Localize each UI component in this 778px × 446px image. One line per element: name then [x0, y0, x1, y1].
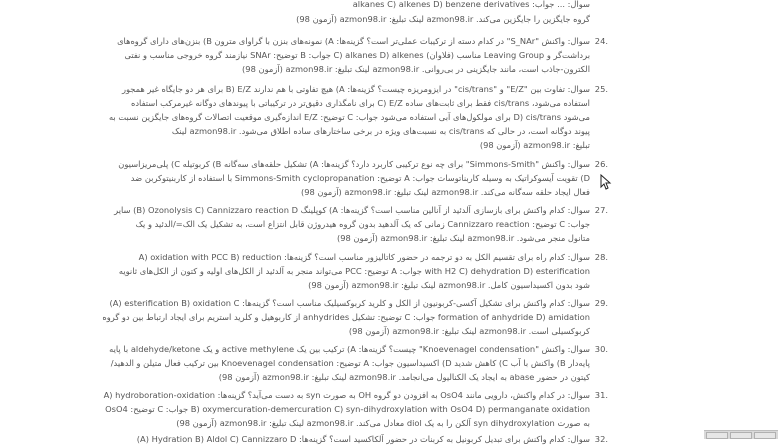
question-number: 32.: [594, 434, 608, 444]
question-text-line: سوال: تفاوت بین "E/Z" و "cis/trans" در ایزومریزه چیست؟ گزینه‌ها: A) هیچ تفاوتی با هم ندارند B) E/Z برای هر دو جایگاه غیر همجور: [121, 84, 590, 94]
question-text-line: سوال: واکنش "S_NAr" در کدام دسته از ترکیبات عملی‌تر است؟ گزینه‌ها: A) نمونه‌های بنزن با گراوای مترون B) بنزن‌های دارای گروه‌های: [117, 36, 590, 46]
taskbar-button[interactable]: [754, 432, 776, 439]
question-number: 28.: [594, 252, 608, 262]
question-text-line: کیتون در حضور abase به ایجاد یک الکنالیول می‌انجامد. azmon98.ir لینک تبلیغ: azmon98.ir (آزمون 98): [218, 372, 590, 382]
question-text-line: گروه جایگزین را جایگزین می‌کند. azmon98.ir لینک تبلیغ: azmon98.ir (آزمون 98): [296, 14, 590, 24]
question-number: 31.: [594, 390, 608, 400]
question-text-line: برداشت‌گر و Leaving Group مناسب (فلاوان) C) alkanes D) alkenes جواب: B توضیح: SNAr نیازمند گروه خروجی مناسب و نفتی: [124, 50, 590, 60]
taskbar-button[interactable]: [730, 432, 752, 439]
question-text-line: سوال: در کدام واکنش، دارویی مانند OsO4 به افزودن دو گروه OH به صورت syn به دست می‌آید؟ گزینه‌ها: A) hydroboration-oxidation: [103, 390, 590, 400]
question-text-line: کربوکسیلی است. azmon98.ir لینک تبلیغ: azmon98.ir (آزمون 98): [348, 326, 590, 336]
question-text-line: سوال: کدام واکنش برای تبدیل کربونیل به کربنات در حضور آلکاکسید است؟ گزینه‌ها: A) Hydration B) Aldol C) Cannizzaro D): [136, 434, 590, 444]
question-text-line: به صورت syn dihydroxylation آلکن را به یک diol معادل می‌کند. azmon98.ir لینک تبلیغ: azmon98.ir (آزمون 98): [176, 418, 590, 428]
question-text-line: B) oxymercuration-demercuration C) syn-dihydroxylation with OsO4 D) permanganate oxidation جواب: C توضیح: OsO4: [105, 404, 590, 414]
mouse-cursor-icon: [600, 174, 612, 190]
question-number: 25.: [594, 84, 608, 94]
question-text-line: سوال: کدام واکنش برای بازسازی آلدئید از آنالین مناسب است؟ گزینه‌ها: A) کوپلینگ B) Ozonolysis C) Cannizzaro reaction D) سایر: [114, 205, 590, 215]
question-text-line: formation of anhydride D) amidation جواب: C توضیح: تشکیل anhydrides از کاربوهیل و کلرید استریم برای ایجاد ارتباط بین دو گروه: [102, 312, 590, 322]
taskbar-strip: [704, 430, 778, 439]
question-text-line: فعال ایجاد حلقه سه‌گانه می‌کند. azmon98.ir لینک تبلیغ: azmon98.ir (آزمون 98): [300, 187, 590, 197]
question-text-line: سوال: واکنش "Knoevenagel condensation" چیست؟ گزینه‌ها: A) ترکیب بین یک active methylene و یک aldehyde/ketone با پایه: [109, 344, 590, 354]
question-text-line: سوال: کدام راه برای تقسیم الکل به دو ترجمه در حضور کاتالیزور مناسب است؟ گزینه‌ها: A) oxidation with PCC B) reduction: [138, 252, 590, 262]
question-text-line: سوال: واکنش "Simmons-Smith" برای چه نوع ترکیبی کاربرد دارد؟ گزینه‌ها: A) تشکیل حلقه‌های سه‌گانه B) کربوتیله C) پلی‌مریزاسیون: [118, 159, 590, 169]
question-number: 27.: [594, 205, 608, 215]
question-text-line: D) تقویت آیسوکراتیک به وسیله کاربناتوسات جواب: A توضیح: Simmons-Smith cyclopropanation با استفاده از کاربنیتوکربن ضد: [130, 173, 590, 183]
question-text-line: پایه‌دار B) واکنش با آب C) کاهش شدید D) اکسیداسیون جواب: A توضیح: Knoevenagel condensation بین ترکیب فعال متیلن و الدهید/: [110, 358, 590, 368]
question-text-line: الکترون-جاذب است، مانند جایگزینی در بی‌روانی. azmon98.ir لینک تبلیغ: azmon98.ir (آزمون 98): [242, 64, 590, 74]
taskbar-button[interactable]: [706, 432, 728, 439]
question-text-line: جواب: C توضیح: Cannizzaro reaction زمانی که یک آلدهید بدون گروه هیدروژن قابل انتزاع است، به تشکیل یک الک=/الدئید و یک: [135, 219, 590, 229]
question-number: 30.: [594, 344, 608, 354]
question-number: 29.: [594, 298, 608, 308]
question-text-line: پیوند دوگانه است، در حالی که cis/trans به نسبت‌های ویژه در برخی ساختارهای ساده اطلاق می‌شود. azmon98.ir لینک: [171, 126, 590, 136]
question-text-line: متانول منجر می‌شود. azmon98.ir لینک تبلیغ: azmon98.ir (آزمون 98): [336, 233, 590, 243]
question-text-line: with H2 C) dehydration D) esterification جواب: A توضیح: PCC می‌تواند منجر به آلدئید از الکل‌های اولیه و کتون از الکل‌های ثانویه: [118, 266, 590, 276]
question-text-line: می‌شود D) cis/trans برای مولکول‌های آبی استفاده می‌شود جواب: C توضیح: E/Z اندازه‌گیری موقعیت اتصالات گروه‌های جایگزین نسبت به: [108, 112, 590, 122]
question-text-line: سوال: ... جواب: alkanes C) alkenes D) benzene derivatives: [352, 0, 590, 9]
question-text-line: تبلیغ: azmon98.ir (آزمون 98): [479, 140, 590, 150]
question-text-line: سوال: کدام واکنش برای تشکیل آکسی-کربونیون از الکل و کلرید کربوکسیلیک مناسب است؟ گزینه‌ها: A) esterification B) oxidation C): [109, 298, 590, 308]
question-number: 24.: [594, 36, 608, 46]
question-text-line: شود بدون اکسیداسیون کامل. azmon98.ir لینک تبلیغ: azmon98.ir (آزمون 98): [308, 280, 590, 290]
question-text-line: استفاده می‌شود، cis/trans فقط برای ثابت‌های ساده C) E/Z برای نامگذاری دقیق‌تر در ترکیباتی با پیوندهای دوگانه غیرمرکب استفاده: [131, 98, 590, 108]
question-number: 26.: [594, 159, 608, 169]
